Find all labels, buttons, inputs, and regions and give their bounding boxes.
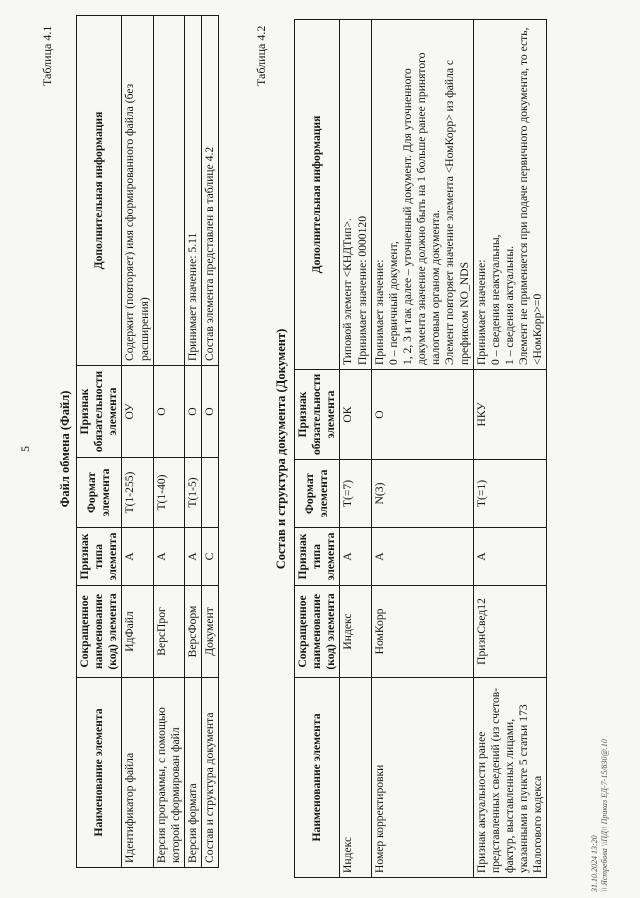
t2-header-code: Сокращенное наименование (код) элемента	[295, 586, 340, 678]
cell-required: ОК	[340, 370, 371, 460]
cell-name: Признак актуальности ранее представленных сведений (из счетов-фактур, выставленных лицами, указанными в пункте 5 статьи 173 Налогового кодекса	[473, 678, 547, 878]
cell-info	[153, 16, 184, 366]
cell-code: ПризнСвед12	[473, 586, 547, 678]
stamp-date: 31.10.2024 13:20	[590, 835, 599, 892]
cell-info: Принимает значение: 0 – сведения неактуальны, 1 – сведения актуальны. Элемент не применяется при подаче первичного документа, то есть, <НомКорр>=0	[473, 20, 547, 370]
table2-label: Таблица 4.2	[254, 25, 268, 86]
t2-header-format: Формат элемента	[295, 460, 340, 528]
table-row	[371, 20, 473, 878]
cell-code: ВерсФорм	[184, 586, 201, 678]
stamp-path: \\ Ястребова \\ПД\\ Приказ ЕД-7-15/830@.10	[599, 739, 609, 892]
cell-type: А	[473, 528, 547, 586]
cell-format: T(=7)	[340, 460, 371, 528]
cell-code: ВерсПрог	[153, 586, 184, 678]
table-row	[153, 16, 184, 868]
cell-required: О	[153, 366, 184, 458]
table-row	[340, 20, 371, 878]
table1-header-row	[77, 16, 122, 868]
cell-format	[202, 458, 219, 528]
cell-info: Типовой элемент <КНДТип>. Принимает значение: 0000120	[340, 20, 371, 370]
print-stamp	[590, 739, 609, 892]
cell-required: ОУ	[122, 366, 153, 458]
t1-header-name: Наименование элемента	[77, 678, 122, 868]
cell-name: Номер корректировки	[371, 678, 473, 878]
cell-name: Состав и структура документа	[202, 678, 219, 868]
cell-required: О	[184, 366, 201, 458]
t2-header-type: Признак типа элемента	[295, 528, 340, 586]
page-number: 5	[18, 446, 32, 452]
cell-type: А	[340, 528, 371, 586]
cell-name: Индекс	[340, 678, 371, 878]
cell-name: Версия программы, с помощью которой сформирован файл	[153, 678, 184, 868]
cell-info: Состав элемента представлен в таблице 4.2	[202, 16, 219, 366]
t1-header-info: Дополнительная информация	[77, 16, 122, 366]
cell-info: Принимает значение: 0 – первичный документ, 1, 2, 3 и так далее – уточненный документ. Для уточненного документа значение должно быть на 1 больше ранее принятого налоговым органом документа. Элемент повторяет значение элемента <НомКорр> из файла с префиксом NO_NDS	[371, 20, 473, 370]
table1	[76, 15, 219, 868]
table-row	[473, 20, 547, 878]
table-row	[184, 16, 201, 868]
cell-name: Идентификатор файла	[122, 678, 153, 868]
cell-type: А	[184, 528, 201, 586]
cell-format: N(3)	[371, 460, 473, 528]
cell-info: Принимает значение: 5.11	[184, 16, 201, 366]
cell-type: А	[122, 528, 153, 586]
cell-type: А	[153, 528, 184, 586]
t2-header-info: Дополнительная информация	[295, 20, 340, 370]
table2-title: Состав и структура документа (Документ)	[274, 328, 288, 570]
t1-header-code: Сокращенное наименование (код) элемента	[77, 586, 122, 678]
table2	[294, 19, 547, 878]
cell-format: T(1-255)	[122, 458, 153, 528]
cell-required: О	[202, 366, 219, 458]
cell-code: ИдФайл	[122, 586, 153, 678]
cell-format: T(1-40)	[153, 458, 184, 528]
table1-label: Таблица 4.1	[40, 25, 54, 86]
cell-format: T(=1)	[473, 460, 547, 528]
cell-type: С	[202, 528, 219, 586]
cell-format: T(1-5)	[184, 458, 201, 528]
table-row	[202, 16, 219, 868]
cell-required: О	[371, 370, 473, 460]
t1-header-format: Формат элемента	[77, 458, 122, 528]
cell-name: Версия формата	[184, 678, 201, 868]
cell-code: Документ	[202, 586, 219, 678]
cell-code: НомКорр	[371, 586, 473, 678]
t1-header-required: Признак обязательности элемента	[77, 366, 122, 458]
t2-header-required: Признак обязательности элемента	[295, 370, 340, 460]
t2-header-name: Наименование элемента	[295, 678, 340, 878]
table-row	[122, 16, 153, 868]
cell-code: Индекс	[340, 586, 371, 678]
table2-header-row	[295, 20, 340, 878]
table1-title: Файл обмена (Файл)	[58, 390, 72, 508]
cell-required: НКУ	[473, 370, 547, 460]
t1-header-type: Признак типа элемента	[77, 528, 122, 586]
cell-info: Содержит (повторяет) имя сформированного файла (без расширения)	[122, 16, 153, 366]
cell-type: А	[371, 528, 473, 586]
